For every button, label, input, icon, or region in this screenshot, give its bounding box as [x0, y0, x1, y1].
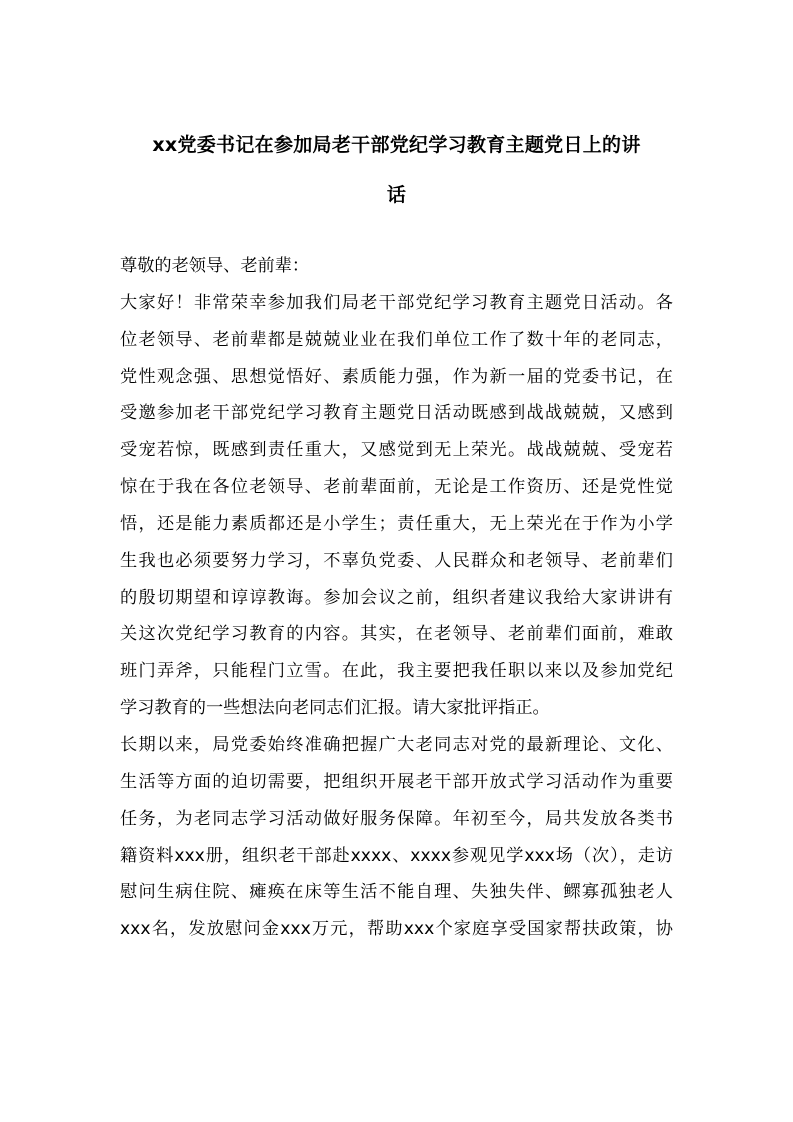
body-line: 慰问生病住院、瘫痪在床等生活不能自理、失独失伴、鳏寡孤独老人	[120, 882, 673, 903]
document-title-line-2: 话	[386, 184, 407, 206]
body-line: 的殷切期望和谆谆教诲。参加会议之前，组织者建议我给大家讲讲有	[120, 587, 673, 608]
body-line: 学习教育的一些想法向老同志们汇报。请大家批评指正。	[120, 698, 550, 719]
body-line: 长期以来，局党委始终准确把握广大老同志对党的最新理论、文化、	[120, 734, 673, 755]
document-title-line-1: xx党委书记在参加局老干部党纪学习教育主题党日上的讲	[152, 134, 641, 156]
body-line: 惊在于我在各位老领导、老前辈面前，无论是工作资历、还是党性觉	[120, 477, 673, 498]
body-line: 位老领导、老前辈都是兢兢业业在我们单位工作了数十年的老同志，	[120, 329, 673, 350]
body-line: 大家好！非常荣幸参加我们局老干部党纪学习教育主题党日活动。各	[120, 292, 673, 313]
body-line: 任务，为老同志学习活动做好服务保障。年初至今，局共发放各类书	[120, 808, 673, 829]
body-line: 悟，还是能力素质都还是小学生；责任重大，无上荣光在于作为小学	[120, 513, 673, 534]
body-line: 班门弄斧，只能程门立雪。在此，我主要把我任职以来以及参加党纪	[120, 661, 673, 682]
body-line: 关这次党纪学习教育的内容。其实，在老领导、老前辈们面前，难敢	[120, 624, 673, 645]
body-line: 党性观念强、思想觉悟好、素质能力强，作为新一届的党委书记，在	[120, 366, 673, 387]
body-line: 受宠若惊，既感到责任重大，又感觉到无上荣光。战战兢兢、受宠若	[120, 440, 673, 461]
body-line: 受邀参加老干部党纪学习教育主题党日活动既感到战战兢兢，又感到	[120, 403, 673, 424]
body-line: 生我也必须要努力学习，不辜负党委、人民群众和老领导、老前辈们	[120, 550, 673, 571]
body-line: xxx名，发放慰问金xxx万元，帮助xxx个家庭享受国家帮扶政策，协	[120, 919, 673, 940]
body-line: 籍资料xxx册，组织老干部赴xxxx、xxxx参观见学xxx场（次），走访	[120, 845, 673, 866]
body-line: 生活等方面的迫切需要，把组织开展老干部开放式学习活动作为重要	[120, 771, 673, 792]
salutation: 尊敬的老领导、老前辈：	[120, 256, 310, 276]
document-body	[120, 248, 673, 948]
